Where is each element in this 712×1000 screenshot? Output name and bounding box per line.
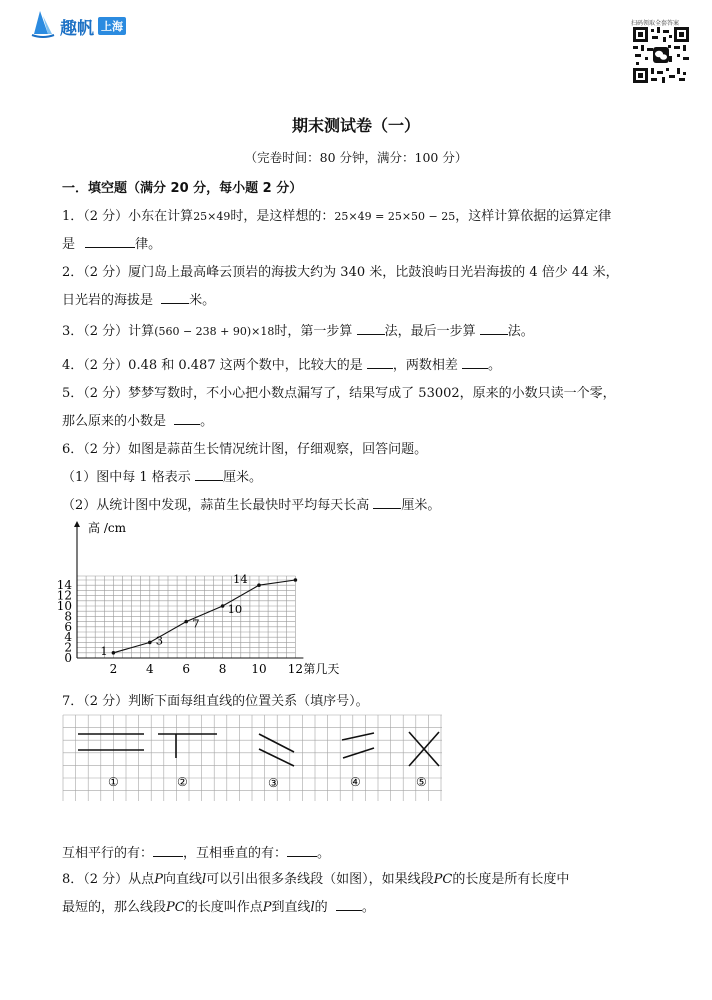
q1-text-b: 时，是这样想的： xyxy=(230,209,335,224)
question-2-line-2 xyxy=(62,289,215,308)
q1-text-d: 是 xyxy=(62,237,76,252)
q8-line-l: l xyxy=(201,872,207,887)
question-7: 7．（2 分）判断下面每组直线的位置关系（填序号）。 xyxy=(62,694,369,709)
q1-formula-2: 25×49 = 25×50 − 25 xyxy=(334,210,456,223)
y-tick-label: 4 xyxy=(64,630,72,645)
q1-text-e: 律。 xyxy=(135,237,162,252)
question-3 xyxy=(62,320,534,339)
q7-ans-text-a: 互相平行的有： xyxy=(62,846,154,861)
question-5-line-1: 5．（2 分）梦梦写数时，不小心把小数点漏写了，结果写成了 53002，原来的小数只读一个零， xyxy=(62,386,616,401)
q7-perpendicular-blank[interactable] xyxy=(287,844,317,857)
data-point-label: 14 xyxy=(233,572,248,587)
group-3-line-b xyxy=(259,749,294,766)
q8-text-c: 可以引出很多条线段（如图），如果线段 xyxy=(206,872,434,887)
group-3-line-a xyxy=(259,734,294,752)
figure-label-1: ① xyxy=(108,775,119,789)
figure-label-4: ④ xyxy=(350,775,361,789)
figure-labels xyxy=(108,775,427,790)
question-6: 6．（2 分）如图是蒜苗生长情况统计图，仔细观察，回答问题。 xyxy=(62,442,428,457)
question-1-line-2 xyxy=(62,233,161,252)
x-tick-label: 8 xyxy=(218,662,227,676)
figure-grid xyxy=(63,715,442,801)
q1-answer-blank[interactable] xyxy=(85,235,135,248)
figure-line-groups xyxy=(78,732,439,766)
page-title: 期末测试卷（一） xyxy=(291,116,420,135)
question-8-line-2 xyxy=(62,896,375,915)
data-point xyxy=(257,583,261,587)
figure-label-5: ⑤ xyxy=(416,775,427,789)
page-subtitle: （完卷时间：80 分钟，满分：100 分） xyxy=(244,150,468,165)
question-2-line-1: 2．（2 分）厦门岛上最高峰云顶岩的海拔大约为 340 米，比鼓浪屿日光岩海拔的 4 倍少 44 米， xyxy=(62,265,619,280)
q3-answer-blank-1[interactable] xyxy=(357,322,385,335)
q6-sub1-answer-blank[interactable] xyxy=(195,468,223,481)
q6-sub2-text-b: 厘米。 xyxy=(401,498,441,513)
q8-text-h: 的 xyxy=(314,900,328,915)
q4-text-a: 4．（2 分）0.48 和 0.487 这两个数中，比较大的是 xyxy=(62,358,363,373)
x-tick-label: 12 xyxy=(287,662,304,676)
figure-label-3: ③ xyxy=(268,776,279,790)
data-point xyxy=(184,620,188,624)
brand-logo xyxy=(30,10,140,40)
q4-text-c: 。 xyxy=(488,358,502,373)
q7-ans-text-b: ，互相垂直的有： xyxy=(183,846,288,861)
data-point-label: 10 xyxy=(227,602,243,616)
data-point xyxy=(148,641,152,645)
q7-parallel-blank[interactable] xyxy=(153,844,183,857)
y-tick-label: 14 xyxy=(56,578,72,593)
y-tick-label: 2 xyxy=(64,640,72,655)
q8-segment-pc: PC xyxy=(433,872,453,887)
line-relationship-figure xyxy=(62,714,444,804)
qr-code-icon[interactable] xyxy=(633,27,689,83)
sail-logo-icon xyxy=(30,10,56,38)
section-1-header: 一．填空题（满分 20 分，每小题 2 分） xyxy=(62,181,303,196)
q1-text-a: 1．（2 分）小东在计算 xyxy=(62,209,194,224)
x-tick-label: 4 xyxy=(145,662,154,676)
data-point-label: 7 xyxy=(192,616,200,631)
q8-text-d: 的长度是所有长度中 xyxy=(452,872,570,887)
question-1-line-1 xyxy=(62,205,611,224)
y-tick-label: 6 xyxy=(64,619,72,634)
q6-sub1-text-a: （1）图中每 1 格表示 xyxy=(62,470,191,485)
x-tick-label: 6 xyxy=(182,662,191,676)
y-tick-label: 10 xyxy=(56,599,72,613)
qr-caption: 扫码领取全套答案 xyxy=(631,20,680,27)
figure-label-2: ② xyxy=(177,775,188,789)
q4-text-b: ，两数相差 xyxy=(392,358,458,373)
q8-point-p: P xyxy=(154,872,163,887)
x-axis-label: 第几天 xyxy=(303,662,340,676)
question-6-sub-1 xyxy=(62,466,262,485)
q7-ans-text-c: 。 xyxy=(317,846,331,861)
q3-text-b: 时，第一步算 xyxy=(274,324,353,339)
q5-answer-blank[interactable] xyxy=(174,412,200,425)
y-tick-label: 0 xyxy=(64,651,72,665)
q3-text-c: 法，最后一步算 xyxy=(384,324,476,339)
question-6-sub-2 xyxy=(62,494,440,513)
brand-badge: 上海 xyxy=(98,17,126,35)
q3-text-d: 法。 xyxy=(507,324,534,339)
q4-answer-blank-1[interactable] xyxy=(367,356,393,369)
question-8-line-1 xyxy=(62,868,569,887)
data-point-label: 1 xyxy=(100,643,108,658)
y-axis-arrow xyxy=(74,521,80,527)
y-axis-label: 高 /cm xyxy=(88,521,126,535)
y-tick-label: 12 xyxy=(56,588,72,603)
q3-text-a: 3．（2 分）计算 xyxy=(62,324,155,339)
q8-answer-blank[interactable] xyxy=(336,898,362,911)
x-tick-label: 2 xyxy=(109,662,118,676)
q5-text-b: 。 xyxy=(200,414,214,429)
q3-formula: (560 − 238 + 90)×18 xyxy=(154,325,275,338)
y-tick-label: 8 xyxy=(64,609,72,624)
q1-text-c: ，这样计算依据的运算定律 xyxy=(455,209,612,224)
q6-sub1-text-b: 厘米。 xyxy=(222,470,262,485)
q1-formula-1: 25×49 xyxy=(193,210,231,223)
q2-answer-blank[interactable] xyxy=(161,291,189,304)
q6-sub2-text-a: （2）从统计图中发现，蒜苗生长最快时平均每天长高 xyxy=(62,498,370,513)
data-point xyxy=(112,651,116,655)
q2-text-b: 米。 xyxy=(189,293,216,308)
chart-grid xyxy=(77,576,295,658)
q8-point-p-2: P xyxy=(262,900,272,915)
q6-sub2-answer-blank[interactable] xyxy=(373,496,401,509)
q4-answer-blank-2[interactable] xyxy=(462,356,488,369)
q8-text-b: 向直线 xyxy=(162,872,202,887)
group-4-line-a xyxy=(342,733,374,740)
data-point xyxy=(221,604,225,608)
question-4 xyxy=(62,354,501,373)
q8-text-a: 8．（2 分）从点 xyxy=(62,872,155,887)
q5-text-a: 那么原来的小数是 xyxy=(62,414,167,429)
q3-answer-blank-2[interactable] xyxy=(480,322,508,335)
data-point xyxy=(294,578,298,582)
q8-text-g: 到直线 xyxy=(271,900,311,915)
x-tick-label: 10 xyxy=(251,662,267,676)
q8-segment-pc-2: PC xyxy=(166,900,185,915)
q2-text-a: 日光岩的海拔是 xyxy=(62,293,154,308)
q8-text-e: 最短的，那么线段 xyxy=(62,900,167,915)
q8-text-f: 的长度叫作点 xyxy=(184,900,263,915)
data-point-label: 3 xyxy=(155,633,164,648)
question-5-line-2 xyxy=(62,410,213,429)
brand-name: 趣帆 xyxy=(60,19,94,39)
q8-text-i: 。 xyxy=(361,900,375,915)
question-7-answer xyxy=(62,842,330,861)
growth-line-chart xyxy=(55,515,360,680)
q8-line-l-2: l xyxy=(310,900,315,915)
